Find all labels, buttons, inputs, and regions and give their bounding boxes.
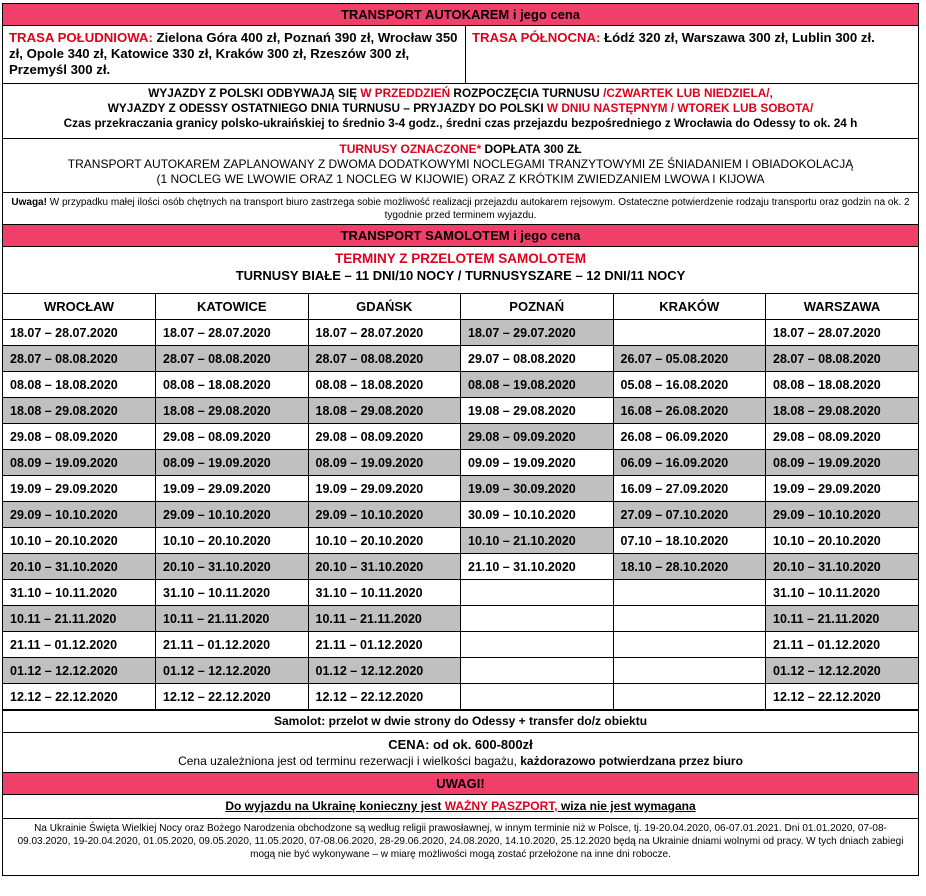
date-cell: 06.09 – 16.09.2020 <box>613 450 766 476</box>
date-cell <box>613 658 766 684</box>
date-cell: 29.08 – 08.09.2020 <box>3 424 156 450</box>
column-header: WARSZAWA <box>766 294 919 320</box>
date-cell: 21.11 – 01.12.2020 <box>3 632 156 658</box>
north-route-label: TRASA PÓŁNOCNA: <box>472 30 601 45</box>
date-cell: 20.10 – 31.10.2020 <box>766 554 919 580</box>
marked-desc-2: (1 NOCLEG WE LWOWIE ORAZ 1 NOCLEG W KIJOWIE) ORAZ Z KRÓTKIM ZWIEDZANIEM LWOWA I KIJOWA <box>156 172 765 186</box>
departure-line <box>3 86 918 101</box>
date-cell: 29.09 – 10.10.2020 <box>3 502 156 528</box>
date-cell: 08.09 – 19.09.2020 <box>156 450 309 476</box>
price-note-bold: każdorazowo potwierdzana przez biuro <box>520 754 743 768</box>
departure-info <box>3 84 918 139</box>
marked-desc-1: TRANSPORT AUTOKAREM ZAPLANOWANY Z DWOMA DODATKOWYMI NOCLEGAMI TRANZYTOWYMI ZE ŚNIADANIEM I OBIADOKOLACJĄ <box>67 157 854 171</box>
plane-section-header: TRANSPORT SAMOLOTEM i jego cena <box>3 225 918 247</box>
column-header: WROCŁAW <box>3 294 156 320</box>
marked-turnus-info <box>3 139 918 193</box>
date-cell: 08.08 – 18.08.2020 <box>156 372 309 398</box>
return-text: WYJAZDY Z ODESSY OSTATNIEGO DNIA TURNUSU – PRYJAZDY DO POLSKI <box>107 101 547 115</box>
date-cell <box>613 684 766 710</box>
table-row <box>3 528 918 554</box>
date-cell: 18.08 – 29.08.2020 <box>766 398 919 424</box>
date-cell: 07.10 – 18.10.2020 <box>613 528 766 554</box>
date-cell: 31.10 – 10.11.2020 <box>766 580 919 606</box>
date-cell: 08.09 – 19.09.2020 <box>308 450 461 476</box>
column-header: POZNAŃ <box>461 294 614 320</box>
table-row <box>3 476 918 502</box>
bus-note <box>3 193 918 225</box>
date-cell <box>613 320 766 346</box>
date-cell: 12.12 – 22.12.2020 <box>3 684 156 710</box>
south-route-prices: Zielona Góra 400 zł, Poznań 390 zł, Wrocław 350 zł, Opole 340 zł, Katowice 330 zł, Kraków 300 zł, Rzeszów 300 zł, Przemyśl 300 zł. <box>9 30 458 77</box>
passport-text-2: wiza nie jest wymagana <box>557 799 696 813</box>
table-row <box>3 684 918 710</box>
date-cell: 19.09 – 29.09.2020 <box>766 476 919 502</box>
date-cell: 08.09 – 19.09.2020 <box>3 450 156 476</box>
date-cell: 28.07 – 08.08.2020 <box>766 346 919 372</box>
date-cell: 10.10 – 20.10.2020 <box>766 528 919 554</box>
date-cell: 01.12 – 12.12.2020 <box>3 658 156 684</box>
date-cell: 08.08 – 19.08.2020 <box>461 372 614 398</box>
passport-text: Do wyjazdu na Ukrainę konieczny jest <box>225 799 445 813</box>
passport-note <box>3 795 918 819</box>
table-row <box>3 632 918 658</box>
table-row <box>3 320 918 346</box>
departure-days: /CZWARTEK LUB NIEDZIELA/, <box>603 86 773 100</box>
date-cell: 10.10 – 20.10.2020 <box>3 528 156 554</box>
date-cell: 26.07 – 05.08.2020 <box>613 346 766 372</box>
table-row <box>3 372 918 398</box>
flight-price <box>3 733 918 773</box>
date-cell: 28.07 – 08.08.2020 <box>156 346 309 372</box>
flight-dates-table <box>3 294 918 710</box>
note-text: W przypadku małej ilości osób chętnych na transport biuro zastrzega sobie możliwość realizacji przejazdu autokarem rejsowym. Ostateczne potwierdzenie rodzaju transportu oraz godzin na ok. 2 tygodnie przed terminem wyjazdu. <box>46 197 910 221</box>
flight-info: Samolot: przelot w dwie strony do Odessy + transfer do/z obiektu <box>3 711 918 733</box>
date-cell: 01.12 – 12.12.2020 <box>156 658 309 684</box>
holidays-note: Na Ukrainie Święta Wielkiej Nocy oraz Bożego Narodzenia obchodzone są według religii prawosławnej, w innym terminie niż w Polsce, tj. 19-20.04.2020, 06-07.01.2021. Dni 01.01.2020, 07-08-09.03.2020, 19-20.04.2020, 01.05.2020, 09.05.2020, 11.05.2020, 07-08.06.2020, 28-29.06.2020, 24.08.2020, 14.10.2020, 25.12.2020 będą na Ukrainie dniami wolnymi od pracy. W tych dniach zabiegi mogą nie być wykonywane – w miarę możliwości mogą zostać przełożone na inne dni robocze. <box>17 823 904 860</box>
departure-text: WYJAZDY Z POLSKI ODBYWAJĄ SIĘ <box>148 86 361 100</box>
date-cell: 20.10 – 31.10.2020 <box>156 554 309 580</box>
date-cell: 12.12 – 22.12.2020 <box>156 684 309 710</box>
table-row <box>3 606 918 632</box>
date-cell: 26.08 – 06.09.2020 <box>613 424 766 450</box>
table-header-row <box>3 294 918 320</box>
north-route-prices: Łódź 320 zł, Warszawa 300 zł, Lublin 300 zł. <box>604 30 875 45</box>
flight-terms-heading <box>3 247 918 294</box>
table-row <box>3 424 918 450</box>
date-cell: 21.11 – 01.12.2020 <box>156 632 309 658</box>
date-cell <box>461 684 614 710</box>
return-highlight: W DNIU NASTĘPNYM / WTOREK LUB SOBOTA/ <box>546 101 814 115</box>
date-cell: 20.10 – 31.10.2020 <box>3 554 156 580</box>
date-cell: 16.08 – 26.08.2020 <box>613 398 766 424</box>
north-route <box>466 26 918 83</box>
date-cell: 30.09 – 10.10.2020 <box>461 502 614 528</box>
date-cell: 28.07 – 08.08.2020 <box>3 346 156 372</box>
date-cell: 01.12 – 12.12.2020 <box>766 658 919 684</box>
table-row <box>3 658 918 684</box>
date-cell: 28.07 – 08.08.2020 <box>308 346 461 372</box>
date-cell: 10.11 – 21.11.2020 <box>766 606 919 632</box>
date-cell: 21.10 – 31.10.2020 <box>461 554 614 580</box>
date-cell: 09.09 – 19.09.2020 <box>461 450 614 476</box>
departure-highlight: W PRZEDDZIEŃ <box>360 86 451 100</box>
date-cell: 21.11 – 01.12.2020 <box>766 632 919 658</box>
bus-section-header: TRANSPORT AUTOKAREM i jego cena <box>3 4 918 26</box>
flight-terms-title: TERMINY Z PRZELOTEM SAMOLOTEM <box>335 251 586 266</box>
date-cell: 10.10 – 21.10.2020 <box>461 528 614 554</box>
price-note-text: Cena uzależniona jest od terminu rezerwacji i wielkości bagażu, <box>178 754 521 768</box>
date-cell: 19.09 – 30.09.2020 <box>461 476 614 502</box>
date-cell: 10.11 – 21.11.2020 <box>156 606 309 632</box>
date-cell: 29.08 – 08.09.2020 <box>156 424 309 450</box>
date-cell <box>461 632 614 658</box>
date-cell: 10.10 – 20.10.2020 <box>156 528 309 554</box>
date-cell <box>461 658 614 684</box>
table-row <box>3 580 918 606</box>
price-sheet <box>2 3 919 876</box>
date-cell: 18.08 – 29.08.2020 <box>3 398 156 424</box>
date-cell: 18.07 – 28.07.2020 <box>308 320 461 346</box>
date-cell <box>613 580 766 606</box>
date-cell: 29.07 – 08.08.2020 <box>461 346 614 372</box>
column-header: KATOWICE <box>156 294 309 320</box>
date-cell: 29.09 – 10.10.2020 <box>766 502 919 528</box>
flight-terms-subtitle: TURNUSY BIAŁE – 11 DNI/10 NOCY / TURNUSYSZARE – 12 DNI/11 NOCY <box>235 268 686 283</box>
date-cell: 31.10 – 10.11.2020 <box>156 580 309 606</box>
date-cell: 19.09 – 29.09.2020 <box>156 476 309 502</box>
date-cell: 27.09 – 07.10.2020 <box>613 502 766 528</box>
date-cell: 19.09 – 29.09.2020 <box>3 476 156 502</box>
price-value: CENA: od ok. 600-800zł <box>388 737 533 752</box>
marked-line <box>3 142 918 157</box>
south-route-label: TRASA POŁUDNIOWA: <box>9 30 153 45</box>
table-row <box>3 554 918 580</box>
note-label: Uwaga! <box>11 197 47 208</box>
date-cell: 29.08 – 08.09.2020 <box>766 424 919 450</box>
table-row <box>3 346 918 372</box>
table-row <box>3 450 918 476</box>
return-line <box>3 101 918 116</box>
date-cell: 19.08 – 29.08.2020 <box>461 398 614 424</box>
date-cell: 18.07 – 28.07.2020 <box>3 320 156 346</box>
date-cell <box>461 606 614 632</box>
date-cell: 10.11 – 21.11.2020 <box>308 606 461 632</box>
date-cell: 31.10 – 10.11.2020 <box>308 580 461 606</box>
date-cell: 18.08 – 29.08.2020 <box>308 398 461 424</box>
date-cell: 18.08 – 29.08.2020 <box>156 398 309 424</box>
date-cell: 16.09 – 27.09.2020 <box>613 476 766 502</box>
notes-header: UWAGI! <box>3 773 918 795</box>
border-time: Czas przekraczania granicy polsko-ukraińskiej to średnio 3-4 godz., średni czas przejazdu bezpośredniego z Wrocławia do Odessy to ok. 24 h <box>63 116 858 130</box>
flight-dates-table-wrap <box>3 294 918 711</box>
marked-price: DOPŁATA 300 ZŁ <box>481 142 582 156</box>
column-header: GDAŃSK <box>308 294 461 320</box>
date-cell: 29.09 – 10.10.2020 <box>308 502 461 528</box>
table-row <box>3 398 918 424</box>
passport-highlight: WAŻNY PASZPORT, <box>444 799 558 813</box>
table-body <box>3 320 918 710</box>
departure-text-2: ROZPOCZĘCIA TURNUSU <box>450 86 604 100</box>
date-cell: 10.11 – 21.11.2020 <box>3 606 156 632</box>
date-cell: 08.08 – 18.08.2020 <box>3 372 156 398</box>
date-cell <box>613 606 766 632</box>
date-cell: 08.08 – 18.08.2020 <box>308 372 461 398</box>
date-cell: 18.07 – 29.07.2020 <box>461 320 614 346</box>
date-cell: 05.08 – 16.08.2020 <box>613 372 766 398</box>
date-cell: 01.12 – 12.12.2020 <box>308 658 461 684</box>
column-header: KRAKÓW <box>613 294 766 320</box>
marked-label: TURNUSY OZNACZONE* <box>339 142 482 156</box>
date-cell <box>461 580 614 606</box>
south-route <box>3 26 466 83</box>
date-cell: 12.12 – 22.12.2020 <box>308 684 461 710</box>
date-cell: 20.10 – 31.10.2020 <box>308 554 461 580</box>
bus-routes <box>3 26 918 84</box>
date-cell: 29.08 – 08.09.2020 <box>308 424 461 450</box>
date-cell: 29.08 – 09.09.2020 <box>461 424 614 450</box>
date-cell: 12.12 – 22.12.2020 <box>766 684 919 710</box>
date-cell <box>613 632 766 658</box>
date-cell: 18.07 – 28.07.2020 <box>156 320 309 346</box>
date-cell: 08.09 – 19.09.2020 <box>766 450 919 476</box>
date-cell: 21.11 – 01.12.2020 <box>308 632 461 658</box>
date-cell: 08.08 – 18.08.2020 <box>766 372 919 398</box>
date-cell: 10.10 – 20.10.2020 <box>308 528 461 554</box>
table-row <box>3 502 918 528</box>
date-cell: 29.09 – 10.10.2020 <box>156 502 309 528</box>
date-cell: 19.09 – 29.09.2020 <box>308 476 461 502</box>
date-cell: 18.07 – 28.07.2020 <box>766 320 919 346</box>
date-cell: 18.10 – 28.10.2020 <box>613 554 766 580</box>
price-note <box>3 753 918 770</box>
date-cell: 31.10 – 10.11.2020 <box>3 580 156 606</box>
